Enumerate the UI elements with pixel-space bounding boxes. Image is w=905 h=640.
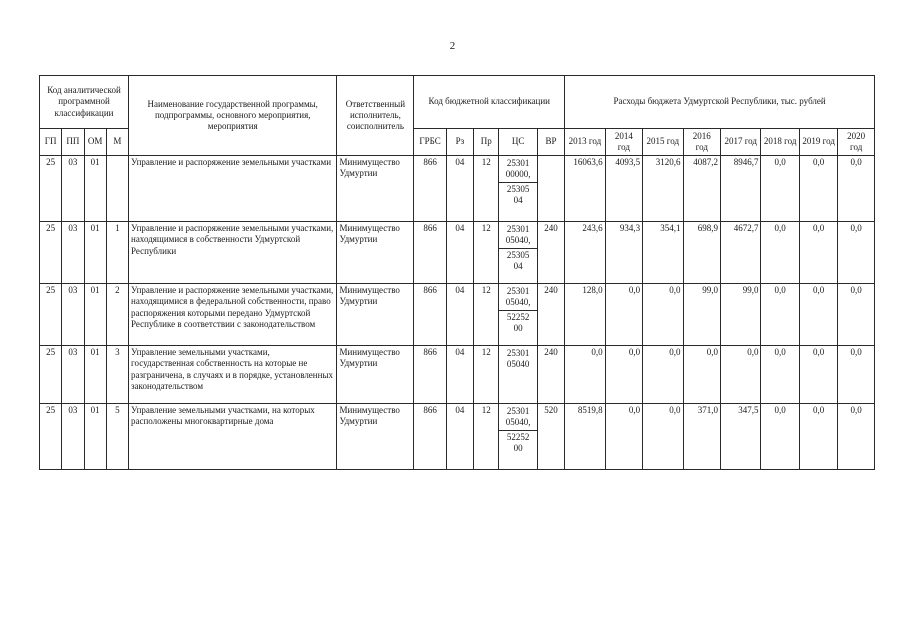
- header-responsible: Ответственный исполнитель, соисполнитель: [337, 76, 414, 156]
- cell-grbs: 866: [414, 222, 446, 284]
- cell-pr: 12: [474, 284, 499, 346]
- cell-vr: 240: [537, 284, 564, 346]
- cell-gp: 25: [40, 222, 62, 284]
- cell-om: 01: [84, 284, 106, 346]
- cell-value: 0,0: [565, 346, 605, 404]
- cell-value: 0,0: [761, 404, 799, 470]
- header-year: 2017 год: [720, 129, 760, 156]
- cell-grbs: 866: [414, 404, 446, 470]
- table-row: [40, 284, 875, 346]
- header-pp: ПП: [62, 129, 84, 156]
- cell-responsible: Минимущество Удмуртии: [337, 222, 414, 284]
- cell-pp: 03: [62, 156, 84, 222]
- cell-value: 0,0: [643, 284, 683, 346]
- cs-code: 25301 05040,: [505, 286, 531, 308]
- header-m: М: [106, 129, 128, 156]
- cell-value: 99,0: [683, 284, 720, 346]
- cell-om: 01: [84, 222, 106, 284]
- cell-value: 0,0: [838, 156, 875, 222]
- cell-m: [106, 156, 128, 222]
- cell-value: 354,1: [643, 222, 683, 284]
- table-row: [40, 222, 875, 284]
- cell-pp: 03: [62, 284, 84, 346]
- cell-value: 0,0: [838, 284, 875, 346]
- header-name: Наименование государственной программы, подпрограммы, основного мероприятия, мероприятия: [129, 76, 337, 156]
- cell-cs: [499, 156, 537, 222]
- header-year: 2013 год: [565, 129, 605, 156]
- cs-code: 52252 00: [499, 310, 536, 336]
- cell-name: Управление земельными участками, государственная собственность на которые не разграничена, в случаях и в порядке, установленных законодательством: [129, 346, 337, 404]
- cell-m: 2: [106, 284, 128, 346]
- table-row: [40, 346, 875, 404]
- cell-rz: 04: [446, 156, 473, 222]
- cell-value: 4093,5: [605, 156, 642, 222]
- cell-value: 934,3: [605, 222, 642, 284]
- cell-cs: [499, 404, 537, 470]
- cell-value: 0,0: [761, 222, 799, 284]
- cell-value: 243,6: [565, 222, 605, 284]
- cell-grbs: 866: [414, 284, 446, 346]
- cs-code: 25301 05040,: [505, 406, 531, 428]
- cell-value: 0,0: [799, 284, 837, 346]
- cell-responsible: Минимущество Удмуртии: [337, 156, 414, 222]
- cell-pp: 03: [62, 404, 84, 470]
- cell-name: Управление и распоряжение земельными участками, находящимися в собственности Удмуртской Республики: [129, 222, 337, 284]
- cell-gp: 25: [40, 346, 62, 404]
- cell-name: Управление и распоряжение земельными участками: [129, 156, 337, 222]
- cell-om: 01: [84, 346, 106, 404]
- cell-value: 0,0: [838, 346, 875, 404]
- cell-value: 0,0: [799, 346, 837, 404]
- cell-value: 371,0: [683, 404, 720, 470]
- cell-pr: 12: [474, 156, 499, 222]
- header-year: 2014 год: [605, 129, 642, 156]
- cell-value: 0,0: [683, 346, 720, 404]
- header-vr: ВР: [537, 129, 564, 156]
- cs-code: 25305 04: [499, 248, 536, 274]
- cs-code: 25305 04: [499, 182, 536, 208]
- cell-value: 4087,2: [683, 156, 720, 222]
- cell-responsible: Минимущество Удмуртии: [337, 404, 414, 470]
- cell-value: 99,0: [720, 284, 760, 346]
- cell-om: 01: [84, 404, 106, 470]
- cell-value: 347,5: [720, 404, 760, 470]
- cell-pp: 03: [62, 346, 84, 404]
- cell-vr: 520: [537, 404, 564, 470]
- table-row: [40, 156, 875, 222]
- cs-code: 52252 00: [499, 430, 536, 456]
- header-pr: Пр: [474, 129, 499, 156]
- cell-value: 16063,6: [565, 156, 605, 222]
- cell-m: 3: [106, 346, 128, 404]
- cell-value: 698,9: [683, 222, 720, 284]
- cell-value: 0,0: [605, 404, 642, 470]
- header-year: 2019 год: [799, 129, 837, 156]
- cell-value: 0,0: [761, 346, 799, 404]
- cell-m: 5: [106, 404, 128, 470]
- cell-vr: [537, 156, 564, 222]
- cell-responsible: Минимущество Удмуртии: [337, 346, 414, 404]
- cell-value: 3120,6: [643, 156, 683, 222]
- cell-value: 8946,7: [720, 156, 760, 222]
- cell-value: 8519,8: [565, 404, 605, 470]
- header-grbs: ГРБС: [414, 129, 446, 156]
- cell-pr: 12: [474, 222, 499, 284]
- header-analytic-code: Код аналитической программной классификации: [40, 76, 129, 129]
- cell-gp: 25: [40, 404, 62, 470]
- cell-gp: 25: [40, 284, 62, 346]
- cell-vr: 240: [537, 222, 564, 284]
- header-gp: ГП: [40, 129, 62, 156]
- cell-value: 0,0: [605, 346, 642, 404]
- cell-name: Управление и распоряжение земельными участками, находящимися в федеральной собственности, право распоряжения которыми передано Удмуртской Республике в соответствии с законодательством: [129, 284, 337, 346]
- cs-code: 25301 05040,: [505, 224, 531, 246]
- cell-value: 128,0: [565, 284, 605, 346]
- header-expenses: Расходы бюджета Удмуртской Республики, тыс. рублей: [565, 76, 875, 129]
- cell-m: 1: [106, 222, 128, 284]
- cell-value: 0,0: [838, 404, 875, 470]
- cell-value: 0,0: [761, 284, 799, 346]
- header-om: ОМ: [84, 129, 106, 156]
- cell-responsible: Минимущество Удмуртии: [337, 284, 414, 346]
- cell-grbs: 866: [414, 156, 446, 222]
- cell-rz: 04: [446, 222, 473, 284]
- cell-rz: 04: [446, 284, 473, 346]
- cell-value: 0,0: [643, 404, 683, 470]
- header-year: 2016 год: [683, 129, 720, 156]
- cell-cs: [499, 222, 537, 284]
- cell-cs: [499, 346, 537, 404]
- table-row: [40, 404, 875, 470]
- cell-value: 0,0: [799, 156, 837, 222]
- header-year: 2020 год: [838, 129, 875, 156]
- cell-name: Управление земельными участками, на которых расположены многоквартирные дома: [129, 404, 337, 470]
- cs-code: 25301 05040: [506, 348, 530, 370]
- cell-value: 0,0: [643, 346, 683, 404]
- cell-value: 0,0: [605, 284, 642, 346]
- page-number: 2: [449, 40, 456, 52]
- cell-value: 0,0: [720, 346, 760, 404]
- cell-pp: 03: [62, 222, 84, 284]
- header-cs: ЦС: [499, 129, 537, 156]
- cell-vr: 240: [537, 346, 564, 404]
- cell-value: 0,0: [761, 156, 799, 222]
- cell-pr: 12: [474, 404, 499, 470]
- cell-grbs: 866: [414, 346, 446, 404]
- budget-table: [39, 75, 875, 470]
- cell-rz: 04: [446, 346, 473, 404]
- cs-code: 25301 00000,: [505, 158, 531, 180]
- header-budget-code: Код бюджетной классификации: [414, 76, 565, 129]
- cell-value: 4672,7: [720, 222, 760, 284]
- header-rz: Рз: [446, 129, 473, 156]
- header-year: 2015 год: [643, 129, 683, 156]
- cell-om: 01: [84, 156, 106, 222]
- cell-value: 0,0: [799, 404, 837, 470]
- cell-value: 0,0: [799, 222, 837, 284]
- cell-rz: 04: [446, 404, 473, 470]
- cell-gp: 25: [40, 156, 62, 222]
- cell-value: 0,0: [838, 222, 875, 284]
- cell-cs: [499, 284, 537, 346]
- cell-pr: 12: [474, 346, 499, 404]
- header-year: 2018 год: [761, 129, 799, 156]
